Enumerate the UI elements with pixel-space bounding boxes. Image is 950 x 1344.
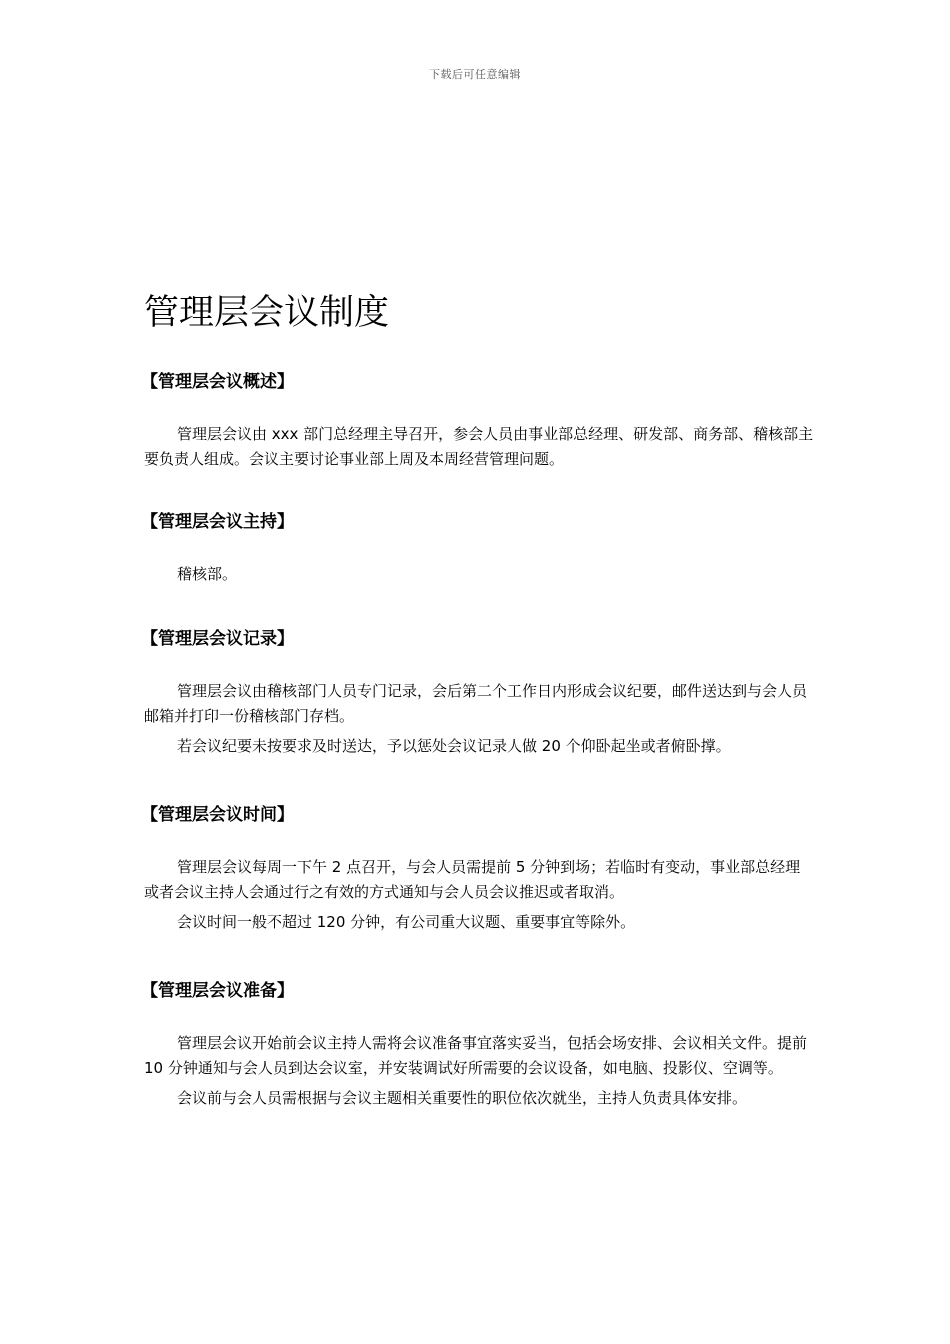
- section-heading: 【管理层会议概述】: [141, 372, 294, 392]
- paragraph: 稽核部。: [177, 565, 238, 583]
- document-title: 管理层会议制度: [144, 293, 390, 333]
- section-body: [144, 422, 814, 471]
- paragraph: 会议前与会人员需根据与会议主题相关重要性的职位依次就坐，主持人负责具体安排。: [177, 1089, 748, 1107]
- section-preparation: [141, 978, 814, 1117]
- section-host: [141, 509, 814, 593]
- section-body: [144, 679, 814, 759]
- section-heading: 【管理层会议时间】: [141, 805, 294, 825]
- paragraph: 管理层会议每周一下午 2 点召开，与会人员需提前 5 分钟到场；若临时有变动，事业部总经理或者会议主持人会通过行之有效的方式通知与会人员会议推迟或者取消。: [144, 858, 801, 901]
- page-header-note: 下载后可任意编辑: [429, 68, 521, 81]
- section-overview: [141, 369, 814, 477]
- section-time: [141, 802, 814, 941]
- paragraph: 管理层会议由 xxx 部门总经理主导召开，参会人员由事业部总经理、研发部、商务部、稽核部主要负责人组成。会议主要讨论事业部上周及本周经营管理问题。: [144, 425, 814, 468]
- section-minutes: [141, 626, 814, 765]
- section-body: [144, 855, 814, 935]
- paragraph: 若会议纪要未按要求及时送达，予以惩处会议记录人做 20 个仰卧起坐或者俯卧撑。: [177, 737, 731, 755]
- paragraph: 管理层会议开始前会议主持人需将会议准备事宜落实妥当，包括会场安排、会议相关文件。提前 10 分钟通知与会人员到达会议室，并安装调试好所需要的会议设备，如电脑、投影仪、空调等。: [144, 1034, 808, 1077]
- paragraph: 管理层会议由稽核部门人员专门记录，会后第二个工作日内形成会议纪要，邮件送达到与会人员邮箱并打印一份稽核部门存档。: [144, 682, 808, 725]
- section-heading: 【管理层会议主持】: [141, 512, 294, 532]
- paragraph: 会议时间一般不超过 120 分钟，有公司重大议题、重要事宜等除外。: [177, 913, 636, 931]
- section-heading: 【管理层会议准备】: [141, 981, 294, 1001]
- section-heading: 【管理层会议记录】: [141, 629, 294, 649]
- section-body: [144, 562, 814, 587]
- section-body: [144, 1031, 814, 1111]
